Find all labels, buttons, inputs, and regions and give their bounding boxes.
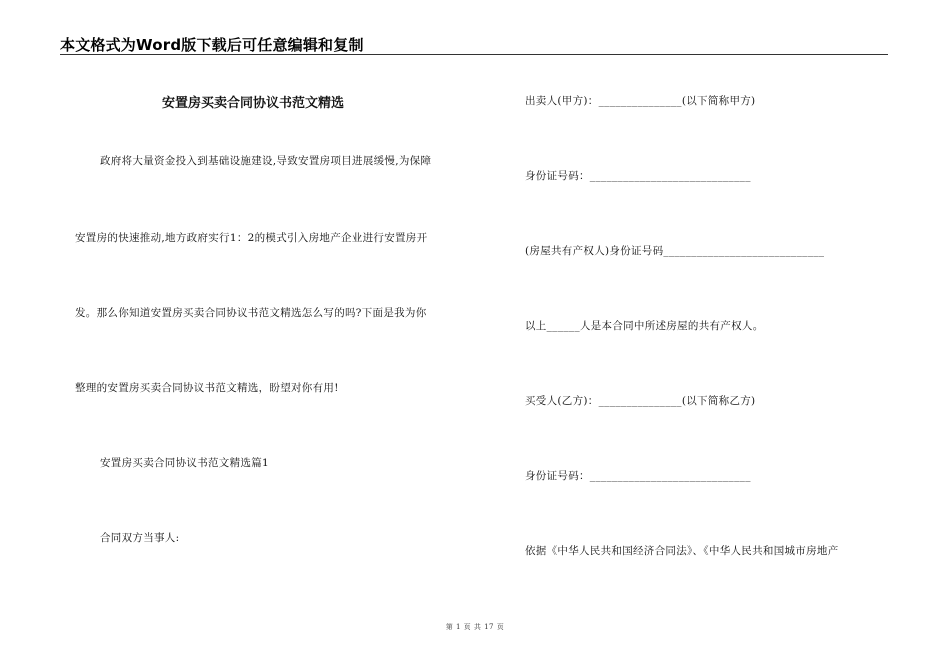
body-paragraph-line: 政府将大量资金投入到基础设施建设,导致安置房项目进展缓慢,为保障	[100, 155, 432, 167]
document-header-banner: 本文格式为Word版下载后可任意编辑和复制	[60, 36, 364, 54]
document-title: 安置房买卖合同协议书范文精选	[162, 96, 345, 111]
buyer-id-field-line: 身份证号码：_____________________________	[525, 470, 751, 482]
seller-id-field-line: 身份证号码：_____________________________	[525, 170, 751, 182]
body-paragraph-line: 安置房的快速推动,地方政府实行1：2的模式引入房地产企业进行安置房开	[75, 232, 428, 244]
body-paragraph-line: 整理的安置房买卖合同协议书范文精选，盼望对你有用!	[75, 382, 339, 394]
legal-basis-line: 依据《中华人民共和国经济合同法》、《中华人民共和国城市房地产	[525, 545, 839, 557]
co-owner-count-line: 以上______人是本合同中所述房屋的共有产权人。	[525, 320, 764, 332]
section-heading: 安置房买卖合同协议书范文精选篇1	[100, 457, 269, 469]
contract-parties-label: 合同双方当事人:	[100, 532, 180, 544]
right-page-column	[475, 0, 950, 672]
body-paragraph-line: 发。那么你知道安置房买卖合同协议书范文精选怎么写的吗?下面是我为你	[75, 307, 427, 319]
seller-field-line: 出卖人(甲方)：_______________(以下简称甲方)	[525, 95, 756, 107]
co-owner-id-field-line: (房屋共有产权人)身份证号码_____________________________	[525, 245, 825, 257]
page-number-footer: 第 1 页 共 17 页	[445, 623, 505, 631]
buyer-field-line: 买受人(乙方)：_______________(以下简称乙方)	[525, 395, 756, 407]
